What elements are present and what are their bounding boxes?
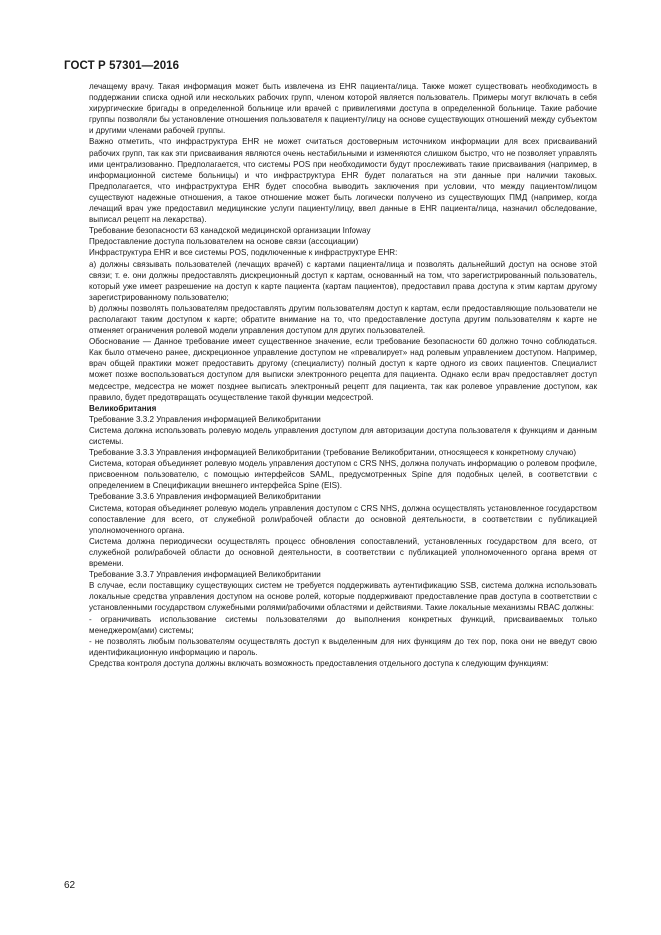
- paragraph: Инфраструктура EHR и все системы POS, подключенные к инфраструктуре EHR:: [89, 248, 398, 258]
- paragraph: Обоснование — Данное требование имеет существенное значение, если требование безопасности 60 должно точно соблюдаться. Как было отмечено ранее, дискреционное управление доступом не «превалирует» над ролевым управлением доступом. Например, врач общей практики может предоставить другому (специалисту) полный доступ к карте одного из своих пациентов. Специалист может позже воспользоваться доступом для выписки электронного рецепта для пациента. Однако если врач предоставляет доступ медсестре, медсестра не может позднее выписать электронный рецепт для пациента, так как ролевое управление доступом, как правило, будет предотвращать осуществление такой функции медсестрой.: [89, 337, 597, 402]
- document-header: ГОСТ Р 57301—2016: [64, 60, 180, 72]
- list-item: - не позволять любым пользователям осуществлять доступ к выделенным для них функциям до тех пор, пока они не введут свою идентификационную информацию и пароль.: [89, 636, 597, 657]
- paragraph: лечащему врачу. Такая информация может быть извлечена из EHR пациента/лица. Также может существовать необходимость в поддержании списка одной или нескольких рабочих групп, членом которой является пользователь. Примеры могут включать в себя хирургические бригады в определенной больнице или врачей с привилегиями доступа в определенной больнице. Такие рабочие группы позволяли бы установление отношения пользователя к пациенту/лицу на основе существующих отношений между субъектом и другими членами рабочей группы.: [89, 82, 597, 136]
- paragraph: Требование 3.3.2 Управления информацией Великобритании: [89, 414, 321, 424]
- paragraph: Требование безопасности 63 канадской медицинской организации Infoway: [89, 226, 371, 236]
- section-heading: Великобритания: [89, 403, 157, 413]
- paragraph: Требование 3.3.3 Управления информацией Великобритании (требование Великобритании, относящееся к конкретному случаю): [89, 448, 577, 458]
- paragraph: Требование 3.3.7 Управления информацией Великобритании: [89, 570, 321, 580]
- paragraph: Средства контроля доступа должны включать возможность предоставления отдельного доступа к следующим функциям:: [89, 658, 549, 668]
- list-item: - ограничивать использование системы пользователями до выполнения конкретных функций, присваиваемых только менеджером(ами) системы;: [89, 614, 597, 635]
- list-item: b) должны позволять пользователям предоставлять другим пользователям доступ к картам, если предоставляющие пользователи не располагают таким доступом к карте; обратите внимание на то, что предоставление доступа другим пользователям к карте не отменяет ограничения ролевой модели управления доступом для других пользователей.: [89, 303, 597, 336]
- page-number: 62: [64, 880, 76, 891]
- document-body: [89, 81, 597, 669]
- paragraph: Система должна периодически осуществлять процесс обновления сопоставлений, установленных государством для всего, от служебной роли/рабочей области до основной деятельности, в соответствии с публикацией уполномоченного органа время от времени.: [89, 536, 597, 569]
- paragraph: Система, которая объединяет ролевую модель управления доступом с CRS NHS, должна получать информацию о ролевом профиле, присвоенном пользователю, с помощью интерфейсов SAML, предусмотренных Spine для подобных целей, в соответствии с определением в Спецификации внешнего интерфейса Spine (EIS).: [89, 459, 597, 491]
- paragraph: Важно отметить, что инфраструктура EHR не может считаться достоверным источником информации для всех присваиваний рабочих групп, так как эти присваивания являются очень нестабильными и изменяются слишком быстро, что не позволяет управлять ими централизованно. Предполагается, что системы POS при необходимости будут прослеживать такие присваивания (например, в информационной системе больницы) и что инфраструктура EHR будет полагаться на эти данные при наличии таковых. Предполагается, что инфраструктура EHR будет способна выводить заключения при условии, что между пациентом/лицом существуют надежные отношения, а такое отношение может быть логически получено из существующих ПМД (например, когда лечащий врач уже предоставил медицинские услуги пациенту/лицу, ввел данные в EHR пациента/лица, назначил обследование, выписал рецепт на лекарства).: [89, 137, 597, 225]
- list-item: а) должны связывать пользователей (лечащих врачей) с картами пациента/лица и позволять дальнейший доступ на основе этой связи; т. е. они должны предоставлять дискреционный доступ к картам, основанный на том, что зарегистрированный пользователь, который уже имеет разрешение на доступ к карте пациента (картам пациентов), предоставил права доступа к этим картам другому зарегистрированному пользователю;: [89, 259, 597, 302]
- paragraph: Требование 3.3.6 Управления информацией Великобритании: [89, 492, 321, 502]
- paragraph: Система должна использовать ролевую модель управления доступом для авторизации доступа пользователя к функциям и данным системы.: [89, 425, 597, 446]
- paragraph: Система, которая объединяет ролевую модель управления доступом с CRS NHS, должна осуществлять установленное государством сопоставление для всего, от служебной роли/рабочей области до основной деятельности, в соответствии с публикацией уполномоченного органа.: [89, 503, 597, 535]
- paragraph: В случае, если поставщику существующих систем не требуется поддерживать аутентификацию SSB, система должна использовать локальные средства управления доступом на основе ролей, которые поддерживают предоставление прав доступа в соответствии с установленными государством служебными ролями/рабочими областями и действиями. Такие локальные механизмы RBAC должны:: [89, 581, 597, 613]
- paragraph: Предоставление доступа пользователем на основе связи (ассоциации): [89, 237, 359, 247]
